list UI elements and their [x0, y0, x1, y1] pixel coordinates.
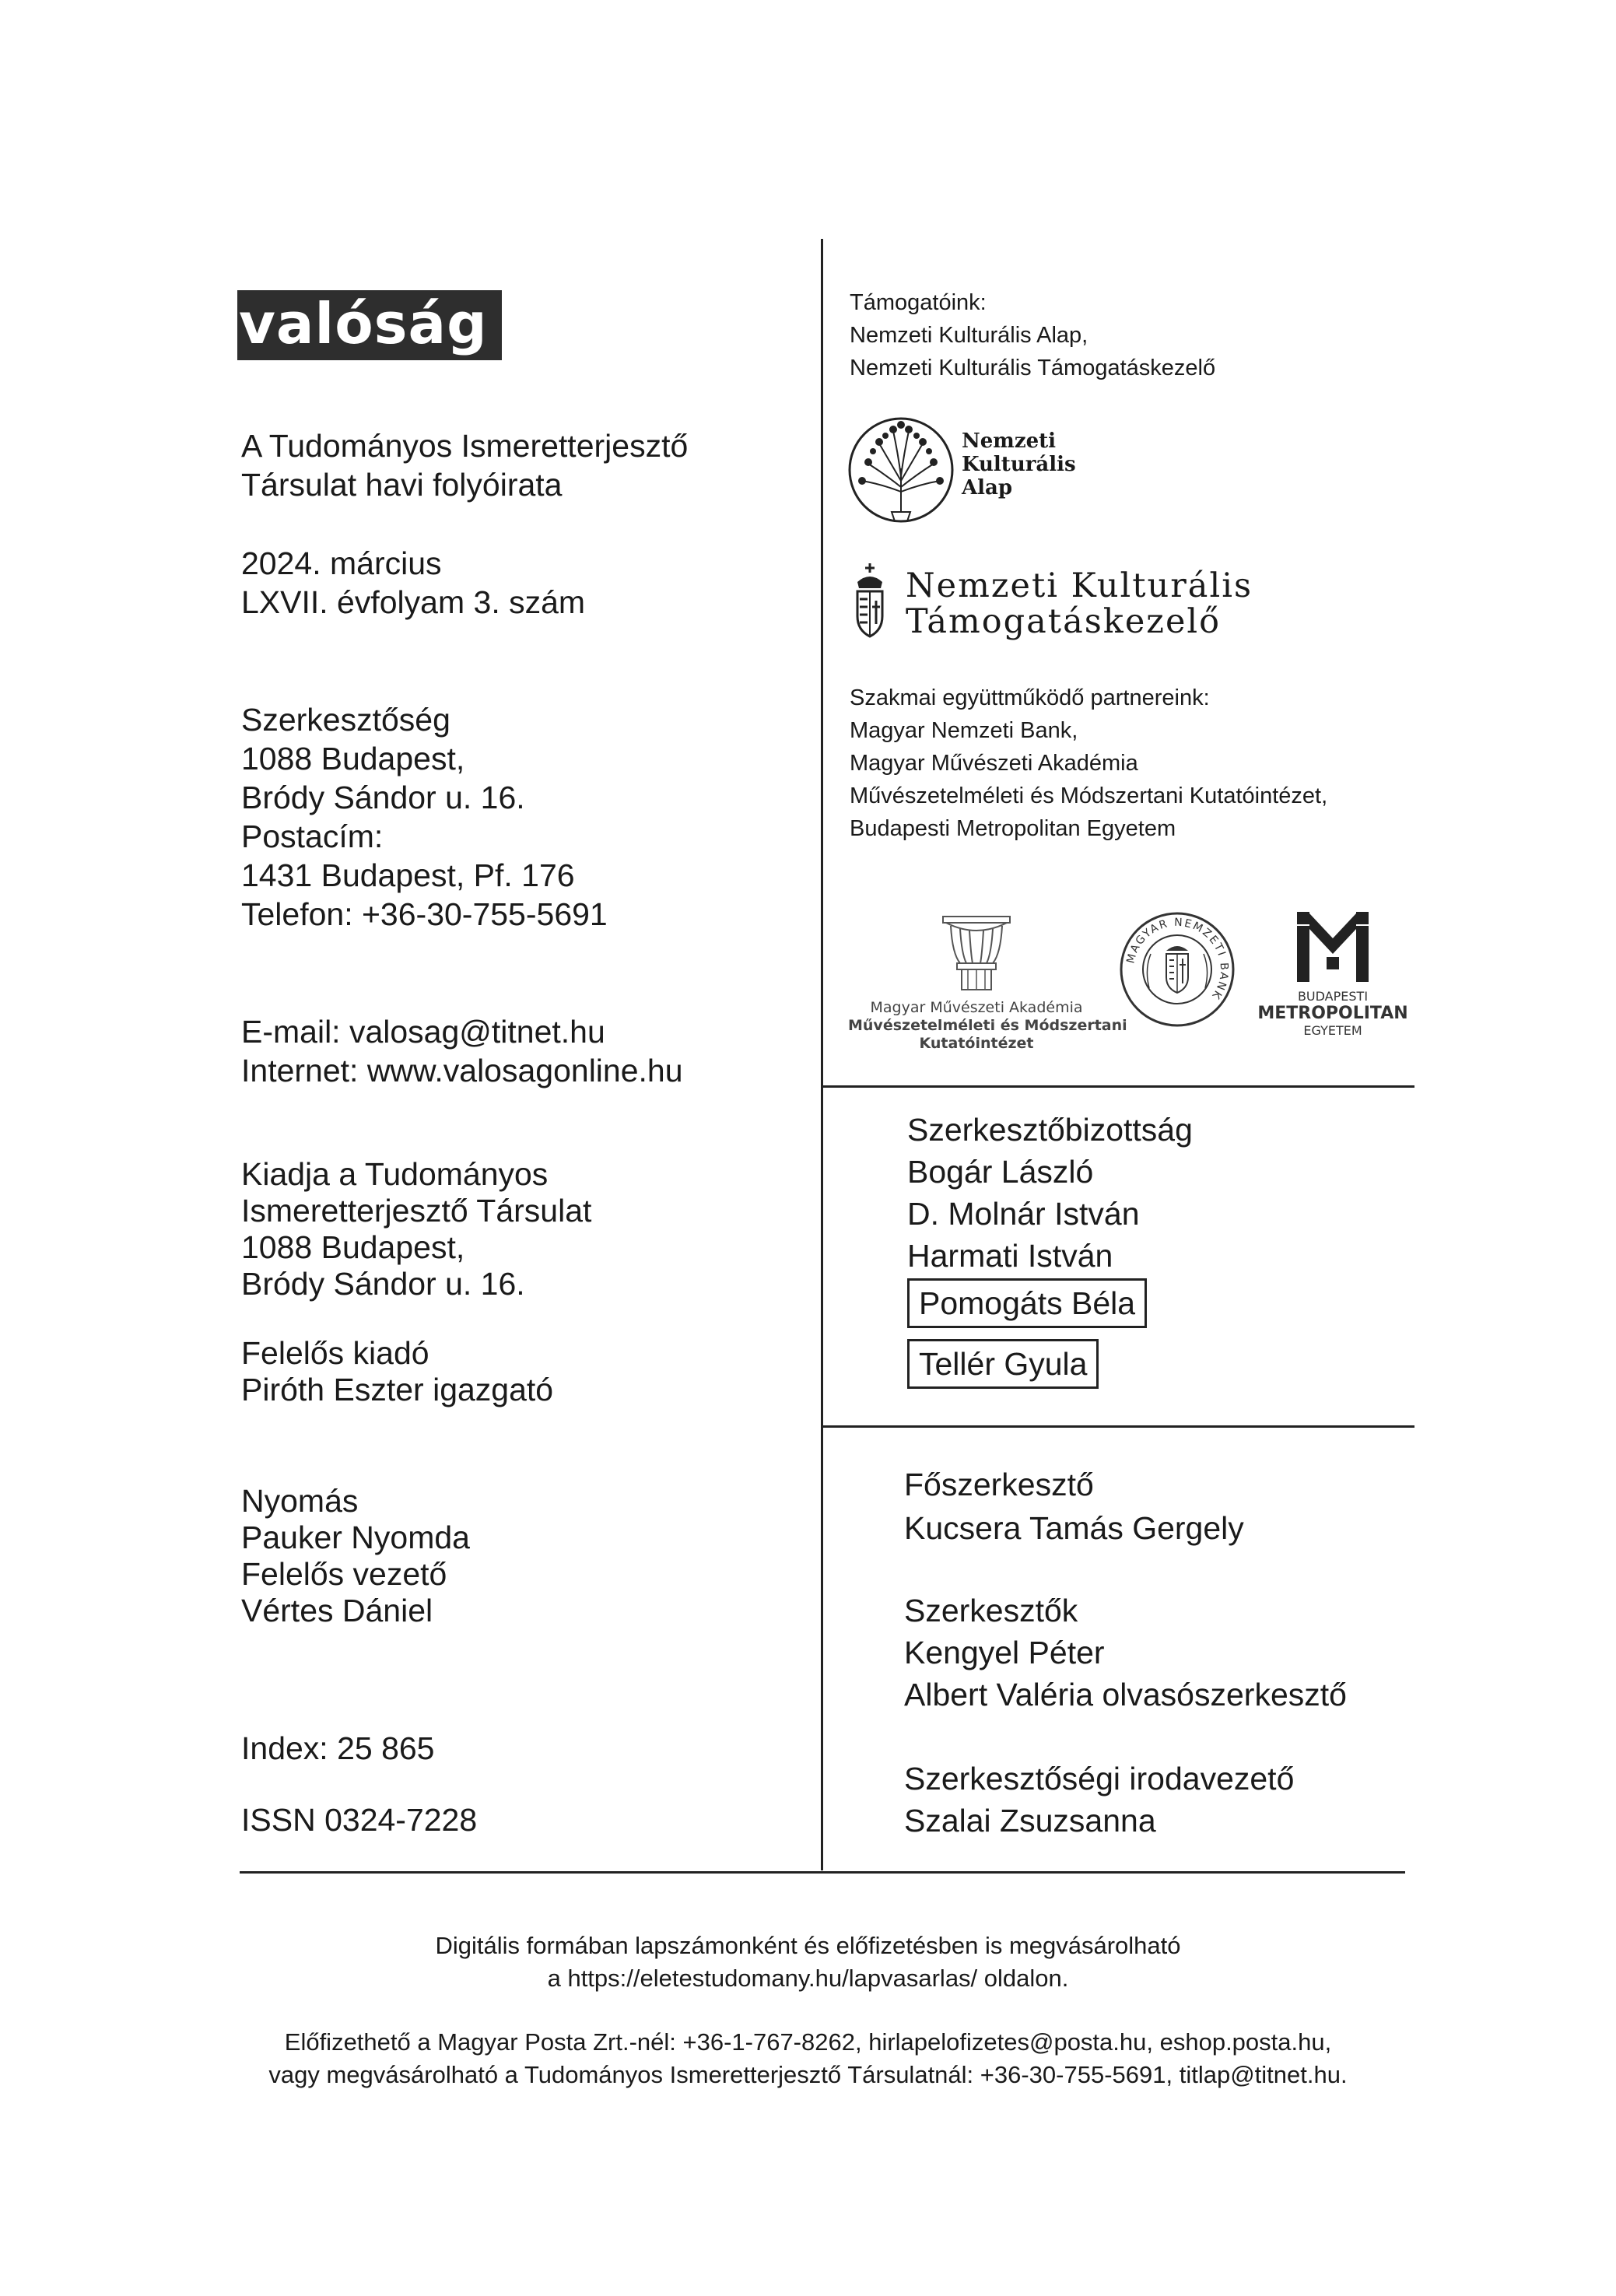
tree-emblem-icon	[847, 412, 955, 533]
partners-block	[850, 682, 1327, 845]
center-divider	[821, 239, 823, 1870]
responsible-heading: Felelős kiadó	[241, 1335, 429, 1371]
footer-line: Digitális formában lapszámonként és előfizetésben is megvásárolható	[435, 1932, 1181, 1959]
footer-line: a https://eletestudomany.hu/lapvasarlas/ oldalon.	[547, 1965, 1069, 1992]
nka-logo	[847, 412, 1080, 537]
supporter-line: Nemzeti Kulturális Támogatáskezelő	[850, 356, 1216, 380]
metropolitan-m-icon	[1294, 909, 1372, 985]
mma-logo-line: Kutatóintézet	[919, 1035, 1034, 1052]
website-text: Internet: www.valosagonline.hu	[241, 1053, 683, 1088]
partner-line: Művészetelméleti és Módszertani Kutatóintézet,	[850, 783, 1328, 808]
editors-block	[904, 1590, 1347, 1716]
chief-editor-heading: Főszerkesztő	[904, 1467, 1094, 1502]
footer-line: vagy megvásárolható a Tudományos Ismeretterjesztő Társulatnál: +36-30-755-5691, titlap@titnet.hu.	[268, 2061, 1348, 2088]
mma-logo-line: Művészetelméleti és Módszertani	[848, 1017, 1127, 1034]
printing-line: Felelős vezető	[241, 1556, 447, 1592]
office-manager-name: Szalai Zsuzsanna	[904, 1803, 1156, 1839]
right-divider-2	[823, 1425, 1414, 1428]
supporters-block	[850, 286, 1215, 384]
mnb-ring-text: MAGYAR NEMZETI BANK	[1124, 916, 1231, 1003]
supporter-line: Nemzeti Kulturális Alap,	[850, 323, 1088, 348]
memorial-name-box: Pomogáts Béla	[907, 1278, 1147, 1328]
email-text: E-mail: valosag@titnet.hu	[241, 1014, 605, 1050]
office-line: 1431 Budapest, Pf. 176	[241, 857, 575, 893]
publisher-line: Kiadja a Tudományos	[241, 1156, 549, 1192]
nka-logo-line: Alap	[962, 476, 1013, 500]
nktk-logo	[853, 562, 1320, 647]
responsible-publisher-block	[241, 1335, 553, 1408]
issue-block	[241, 544, 585, 622]
editor-name: Kengyel Péter	[904, 1635, 1105, 1670]
publisher-line: 1088 Budapest,	[241, 1229, 465, 1265]
issue-volume: LXVII. évfolyam 3. szám	[241, 584, 586, 620]
editor-name: Albert Valéria olvasószerkesztő	[904, 1677, 1347, 1712]
partner-line: Magyar Művészeti Akadémia	[850, 751, 1138, 776]
editorial-board-block	[907, 1109, 1193, 1277]
office-heading: Szerkesztőség	[241, 702, 450, 738]
right-divider-1	[823, 1085, 1414, 1088]
partner-line: Magyar Nemzeti Bank,	[850, 718, 1078, 743]
editors-heading: Szerkesztők	[904, 1593, 1078, 1628]
metu-logo-line: METROPOLITAN	[1257, 1004, 1408, 1023]
valosag-logo: valóság	[237, 290, 502, 360]
index-text: Index: 25 865	[241, 1730, 435, 1766]
board-member-boxed	[907, 1339, 1099, 1389]
publisher-line: Ismeretterjesztő Társulat	[241, 1193, 592, 1229]
chief-editor-name: Kucsera Tamás Gergely	[904, 1510, 1244, 1546]
board-member: D. Molnár István	[907, 1196, 1140, 1232]
supporters-heading: Támogatóink:	[850, 290, 987, 315]
memorial-name-box: Tellér Gyula	[907, 1339, 1099, 1389]
printing-heading: Nyomás	[241, 1483, 359, 1519]
nka-logo-line: Kulturális	[962, 453, 1076, 476]
nka-logo-line: Nemzeti	[962, 429, 1057, 453]
subtitle-line: Társulat havi folyóirata	[241, 467, 563, 503]
office-line: Postacím:	[241, 818, 384, 854]
nktk-logo-line: Támogatáskezelő	[906, 602, 1222, 641]
partners-heading: Szakmai együttműködő partnereink:	[850, 685, 1210, 710]
mma-logo-line: Magyar Művészeti Akadémia	[870, 999, 1083, 1016]
bottom-divider	[240, 1871, 1405, 1874]
board-member-boxed	[907, 1278, 1147, 1328]
office-line: Bródy Sándor u. 16.	[241, 780, 525, 815]
office-phone: Telefon: +36-30-755-5691	[241, 896, 608, 932]
issn-text: ISSN 0324-7228	[241, 1802, 478, 1838]
board-member: Harmati István	[907, 1238, 1113, 1274]
subtitle-line: A Tudományos Ismeretterjesztő	[241, 428, 689, 464]
office-line: 1088 Budapest,	[241, 741, 465, 776]
chief-editor-block	[904, 1463, 1244, 1550]
metu-logo-line: EGYETEM	[1303, 1023, 1362, 1038]
contact-block	[241, 1012, 683, 1090]
office-manager-heading: Szerkesztőségi irodavezető	[904, 1761, 1295, 1796]
printing-line: Pauker Nyomda	[241, 1520, 470, 1555]
subscription-note	[0, 2026, 1616, 2091]
board-member: Bogár László	[907, 1154, 1094, 1190]
digital-purchase-note	[0, 1930, 1616, 1995]
hungarian-coat-of-arms-icon	[853, 562, 887, 640]
publisher-block	[241, 1156, 591, 1302]
national-bank-seal-icon	[1118, 910, 1236, 1029]
responsible-name: Piróth Eszter igazgató	[241, 1372, 554, 1407]
board-heading: Szerkesztőbizottság	[907, 1112, 1193, 1148]
issue-date: 2024. március	[241, 545, 442, 581]
column-capital-icon	[941, 915, 1011, 997]
nktk-logo-line: Nemzeti Kulturális	[906, 566, 1253, 605]
mma-logo	[848, 915, 1127, 1055]
subtitle-block	[241, 426, 688, 504]
metu-logo-line: BUDAPESTI	[1297, 989, 1369, 1004]
printing-line: Vértes Dániel	[241, 1593, 433, 1628]
editorial-office-block	[241, 700, 608, 934]
partner-line: Budapesti Metropolitan Egyetem	[850, 816, 1176, 841]
mnb-logo	[1118, 910, 1236, 1029]
publisher-line: Bródy Sándor u. 16.	[241, 1266, 525, 1302]
printing-block	[241, 1483, 470, 1629]
metu-logo	[1251, 909, 1414, 1049]
footer-line: Előfizethető a Magyar Posta Zrt.-nél: +36-1-767-8262, hirlapelofizetes@posta.hu, eshop.posta.hu,	[284, 2028, 1332, 2056]
office-manager-block	[904, 1758, 1294, 1842]
